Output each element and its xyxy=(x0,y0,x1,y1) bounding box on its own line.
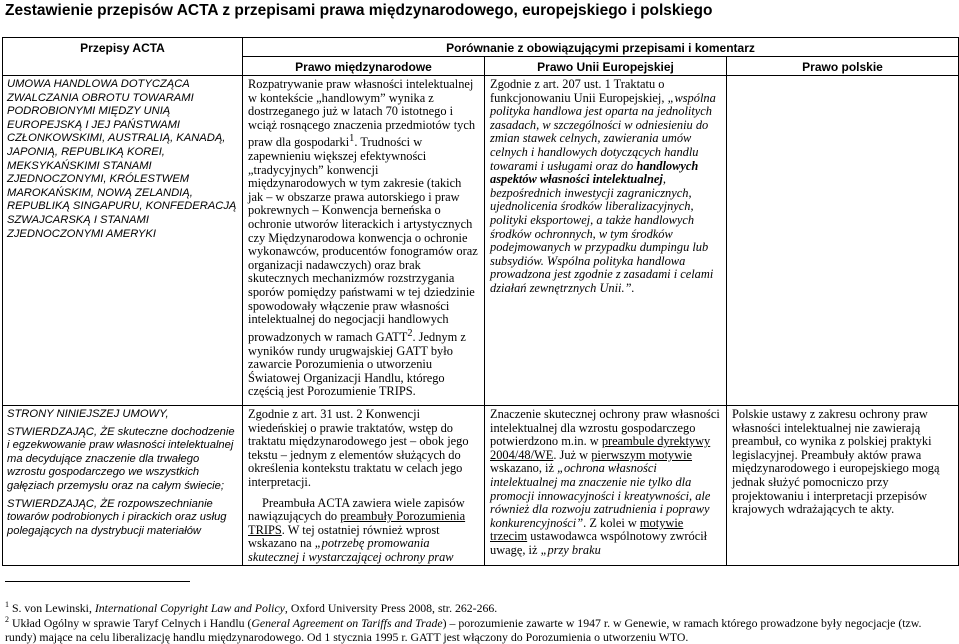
first-recital-link[interactable]: pierwszym motywie xyxy=(591,447,693,462)
international-text-2b: Preambuła ACTA zawiera wiele zapisów nawiązujących do preambuły Porozumienia TRIPS. W tej ostatniej również wprost wskazano na „potrzebę promowania skutecznej i wystarczającej ochrony praw xyxy=(248,495,466,564)
eu-cell-1 xyxy=(485,76,727,406)
eu-cell-2 xyxy=(485,406,727,566)
footnote-ref-1[interactable]: 1 xyxy=(349,133,355,145)
acta-title-text: UMOWA HANDLOWA DOTYCZĄCA ZWALCZANIA OBROTU TOWARAMI PODROBIONYMI MIĘDZY UNIĄ EUROPEJSKĄ I JEJ PAŃSTWAMI CZŁONKOWSKIMI, AUSTRALIĄ, KANADĄ, JAPONIĄ, REPUBLIKĄ KOREI, MEKSYKAŃSKIMI STANAMI ZJEDNOCZONYMI, KRÓLESTWEM MAROKAŃSKIM, NOWĄ ZELANDIĄ, REPUBLIKĄ SINGAPURU, KONFEDERACJĄ SZWAJCARSKĄ I STANAMI ZJEDNOCZONYMI AMERYKI xyxy=(7,78,237,240)
table-row xyxy=(3,406,959,566)
document-title: Zestawienie przepisów ACTA z przepisami prawa międzynarodowego, europejskiego i polskiego xyxy=(5,2,713,19)
footnote-ref-2[interactable]: 2 xyxy=(407,327,413,339)
table-row xyxy=(3,76,959,406)
header-polish: Prawo polskie xyxy=(727,57,959,76)
acta-preamble-recital-1: STWIERDZAJĄC, ŻE skuteczne dochodzenie i egzekwowanie praw własności intelektualnej ma decydujące znaczenie dla trwałego wzrostu gospodarczego we wszystkich gałęziach przemysłu oraz na całym świecie; xyxy=(7,425,235,492)
acta-cell-preamble xyxy=(3,406,243,566)
international-cell-1 xyxy=(243,76,485,406)
acta-cell-title xyxy=(3,76,243,406)
eu-text-1: Zgodnie z art. 207 ust. 1 Traktatu o funkcjonowaniu Unii Europejskiej, „wspólna polityka handlowa jest oparta na jednolitych zasadach, w szczególności w odniesieniu do zmian stawek celnych, zawierania umów celnych i handlowych dotyczących handlu towarami i usługami oraz do handlowych aspektów własności intelektualnej, bezpośrednich inwestycji zagranicznych, ujednolicenia środków liberalizacyjnych, polityki eksportowej, a także handlowych środków ochronnych, w tym środków podejmowanych w przypadku dumpingu lub subsydiów. Wspólna polityka handlowa prowadzona jest zgodnie z zasadami i celami działań zewnętrznych Unii.”. xyxy=(490,77,716,295)
footnote-separator xyxy=(5,581,190,582)
header-comparison: Porównanie z obowiązującymi przepisami i komentarz xyxy=(243,38,959,57)
international-text-1: Rozpatrywanie praw własności intelektualnej w kontekście „handlowym” wynika z dostrzeganego już w latach 70 istotnego i wciąż rosnącego znaczenia przedmiotów tych praw dla gospodarki$^1$. Trudności w zapewnieniu większej efektywności „tradycyjnych” konwencji międzynarodowych w tym zakresie (takich jak – w obszarze prawa autorskiego i praw pokrewnych – Konwencja berneńska o ochronie utworów literackich i artystycznych czy Międzynarodowa konwencja o ochronie wykonawców, producentów fonogramów oraz organizacji nadawczych) oraz brak skutecznych mechanizmów rozstrzygania sporów pomiędzy państwami w tej dziedzinie spowodowały włączenie praw własności intelektualnej do negocjacji handlowych prowadzonych w ramach GATT$^2$. Jednym z wyników rundy urugwajskiej GATT było zawarcie Porozumienia o utworzeniu Światowej Organizacji Handlu, którego częścią jest Porozumienie TRIPS. xyxy=(248,77,478,399)
polish-cell-2 xyxy=(727,406,959,566)
acta-preamble-parties: STRONY NINIEJSZEJ UMOWY, xyxy=(7,408,169,420)
polish-cell-1 xyxy=(727,76,959,406)
footnote-2: $^2$ Układ Ogólny w sprawie Taryf Celnych i Handlu (General Agreement on Tariffs and Trade) – porozumienie zawarte w 1947 r. w Genewie, w ramach którego prowadzone były negocjacje (tzw. rundy) mające na celu liberalizację handlu międzynarodowego. Od 1 stycznia 1995 r. GATT jest włączony do Porozumienia o utworzeniu WTO. xyxy=(5,615,922,644)
trips-preamble-link[interactable]: preambuły Porozumienia TRIPS xyxy=(248,509,466,537)
header-international: Prawo międzynarodowe xyxy=(243,57,485,76)
header-eu: Prawo Unii Europejskiej xyxy=(485,57,727,76)
eu-text-2: Znaczenie skutecznej ochrony praw własności intelektualnej dla wzrostu gospodarczego potwierdzono m.in. w preambule dyrektywy 2004/48/WE. Już w pierwszym motywie wskazano, iż „ochrona własności intelektualnej ma znaczenie nie tylko dla promocji innowacyjności i kreatywności, ale również dla rozwoju zatrudnienia i poprawy konkurencyjności”. Z kolei w motywie trzecim ustawodawca wspólnotowy zwrócił uwagę, iż „przy braku xyxy=(490,407,720,557)
international-text-2a: Zgodnie z art. 31 ust. 2 Konwencji wiedeńskiej o prawie traktatów, wstęp do traktatu międzynarodowego jest – obok jego tekstu – jednym z elementów służących do określenia kontekstu traktatu w celach jego interpretacji. xyxy=(248,407,469,489)
polish-text-1 xyxy=(727,76,958,79)
directive-preamble-link[interactable]: preambule dyrektywy 2004/48/WE xyxy=(490,434,711,462)
comparison-table xyxy=(2,37,959,566)
acta-preamble-recital-2: STWIERDZAJĄC, ŻE rozpowszechnianie towarów podrobionych i pirackich oraz usług polegających na dystrybucji materiałów xyxy=(7,497,227,537)
polish-text-2: Polskie ustawy z zakresu ochrony praw własności intelektualnej nie zawierają preambuł, co wynika z polskiej praktyki legislacyjnej. Preambuły aktów prawa międzynarodowego i europejskiego mogą jednak służyć pomocniczo przy projektowaniu i interpretacji przepisów krajowych wdrażających te akty. xyxy=(732,407,940,517)
footnote-1: $^1$ S. von Lewinski, International Copyright Law and Policy, Oxford University Press 2008, str. 262-266. xyxy=(5,600,498,615)
third-recital-link[interactable]: motywie trzecim xyxy=(490,515,684,544)
header-acta: Przepisy ACTA xyxy=(3,38,243,76)
international-cell-2 xyxy=(243,406,485,566)
